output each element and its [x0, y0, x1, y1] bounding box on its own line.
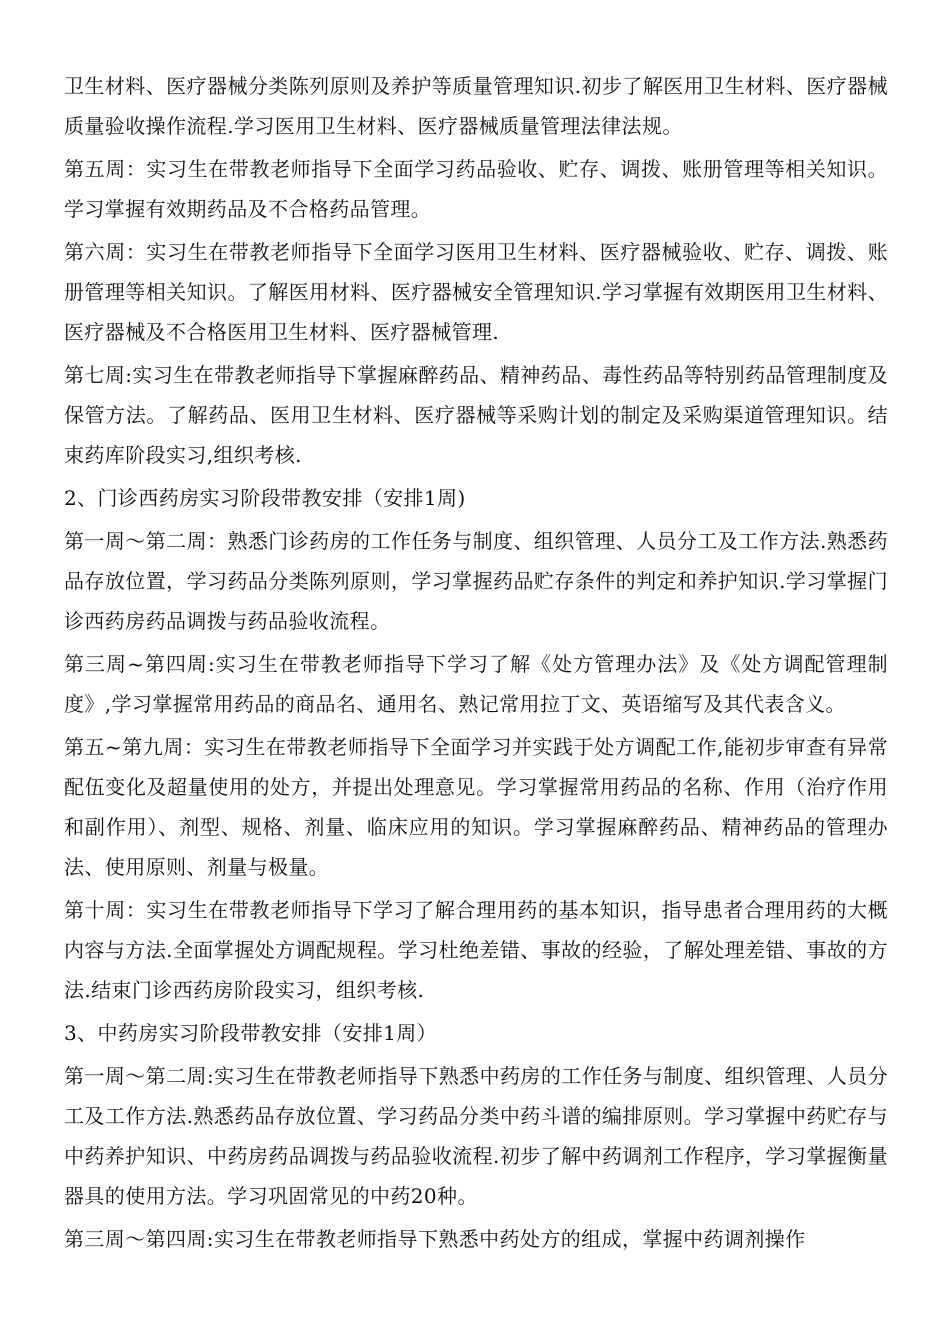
paragraph-outpatient-week-10: 第十周：实习生在带教老师指导下学习了解合理用药的基本知识，指导患者合理用药的大概内容与方法.全面掌握处方调配规程。学习杜绝差错、事故的经验，了解处理差错、事故的方法.结束门诊西药房阶段实习，组织考核. — [64, 898, 888, 1002]
document-page — [64, 66, 888, 1262]
section-heading-outpatient-pharmacy: 2、门诊西药房实习阶段带教安排（安排1周) — [64, 486, 466, 510]
section-heading-chinese-pharmacy: 3、中药房实习阶段带教安排（安排1周） — [64, 1021, 438, 1045]
paragraph-outpatient-week-1-2: 第一周～第二周：熟悉门诊药房的工作任务与制度、组织管理、人员分工及工作方法.熟悉药品存放位置，学习药品分类陈列原则，学习掌握药品贮存条件的判定和养护知识.学习掌握门诊西药房药品调拨与药品验收流程。 — [64, 529, 888, 633]
paragraph-outpatient-week-3-4: 第三周~第四周:实习生在带教老师指导下学习了解《处方管理办法》及《处方调配管理制度》,学习掌握常用药品的商品名、通用名、熟记常用拉丁文、英语缩写及其代表含义。 — [64, 652, 888, 716]
paragraph-materials-continued: 卫生材料、医疗器械分类陈列原则及养护等质量管理知识.初步了解医用卫生材料、医疗器械质量验收操作流程.学习医用卫生材料、医疗器械质量管理法律法规。 — [64, 74, 888, 138]
paragraph-chinese-week-3-4: 第三周～第四周:实习生在带教老师指导下熟悉中药处方的组成，掌握中药调剂操作 — [64, 1227, 806, 1251]
paragraph-week-7: 第七周:实习生在带教老师指导下掌握麻醉药品、精神药品、毒性药品等特别药品管理制度及保管方法。了解药品、医用卫生材料、医疗器械等采购计划的制定及采购渠道管理知识。结束药库阶段实习,组织考核. — [64, 363, 888, 467]
paragraph-week-6: 第六周：实习生在带教老师指导下全面学习医用卫生材料、医疗器械验收、贮存、调拨、账册管理等相关知识。了解医用材料、医疗器械安全管理知识.学习掌握有效期医用卫生材料、医疗器械及不合格医用卫生材料、医疗器械管理. — [64, 240, 888, 344]
paragraph-outpatient-week-5-9: 第五~第九周：实习生在带教老师指导下全面学习并实践于处方调配工作,能初步审查有异常配伍变化及超量使用的处方，并提出处理意见。学习掌握常用药品的名称、作用（治疗作用和副作用）、剂型、规格、剂量、临床应用的知识。学习掌握麻醉药品、精神药品的管理办法、使用原则、剂量与极量。 — [64, 735, 888, 879]
paragraph-chinese-week-1-2: 第一周～第二周:实习生在带教老师指导下熟悉中药房的工作任务与制度、组织管理、人员分工及工作方法.熟悉药品存放位置、学习药品分类中药斗谱的编排原则。学习掌握中药贮存与中药养护知识、中药房药品调拨与药品验收流程.初步了解中药调剂工作程序，学习掌握衡量器具的使用方法。学习巩固常见的中药20种。 — [64, 1064, 888, 1208]
paragraph-week-5: 第五周：实习生在带教老师指导下全面学习药品验收、贮存、调拨、账册管理等相关知识。学习掌握有效期药品及不合格药品管理。 — [64, 157, 888, 221]
